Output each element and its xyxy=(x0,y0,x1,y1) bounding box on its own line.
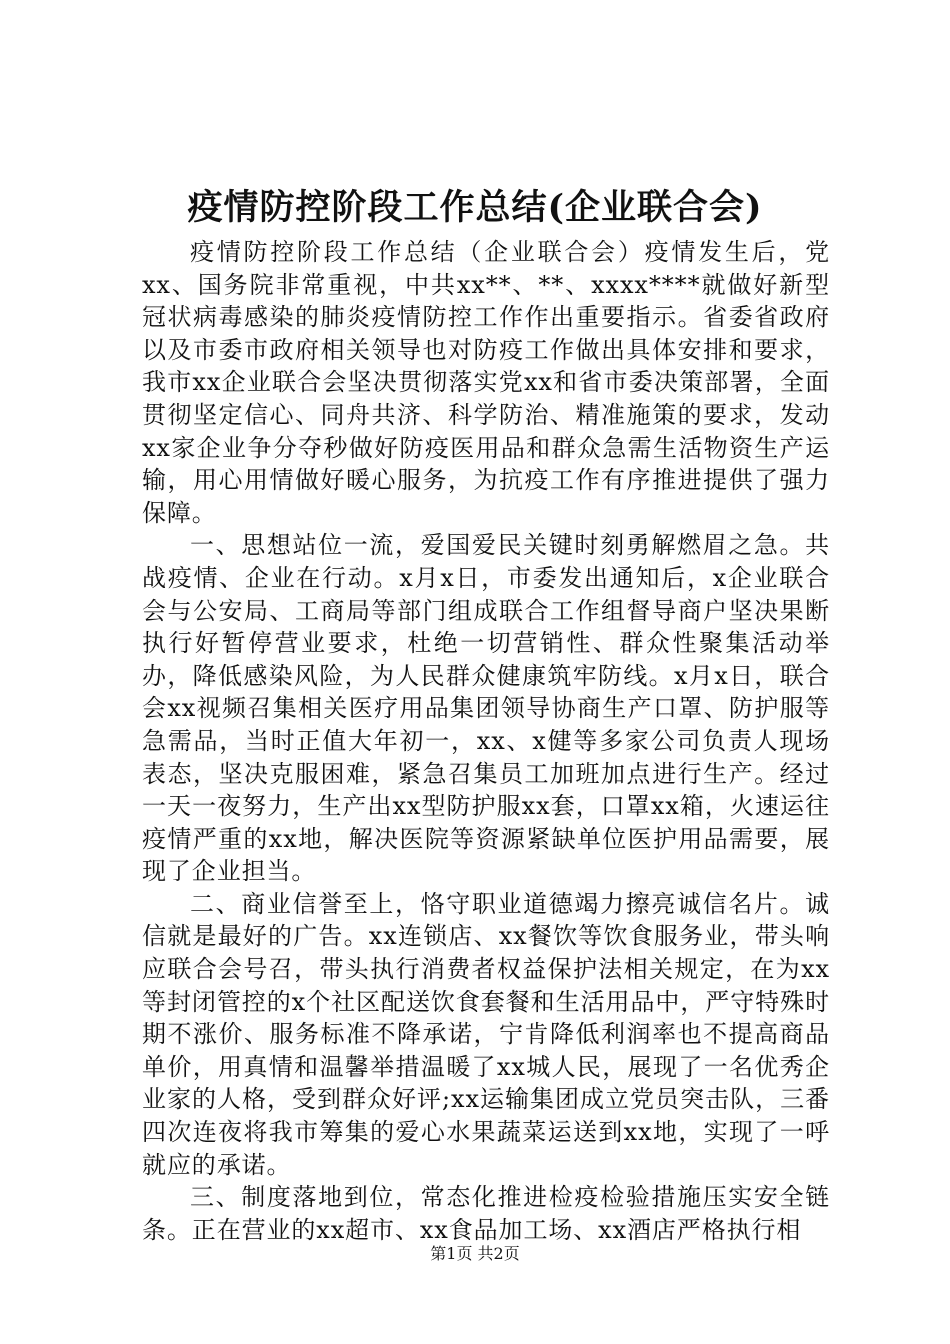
document-body xyxy=(142,236,830,1246)
document-title: 疫情防控阶段工作总结(企业联合会) xyxy=(187,187,763,228)
paragraph-section-3: 三、制度落地到位，常态化推进检疫检验措施压实安全链条。正在营业的xx超市、xx食品加工场、xx酒店严格执行相 xyxy=(142,1183,830,1244)
page-footer: 第1页 共2页 xyxy=(430,1244,520,1263)
paragraph-section-2: 二、商业信誉至上，恪守职业道德竭力擦亮诚信名片。诚信就是最好的广告。xx连锁店、xx餐饮等饮食服务业，带头响应联合会号召，带头执行消费者权益保护法相关规定，在为xx等封闭管控的x个社区配送饮食套餐和生活用品中，严守特殊时期不涨价、服务标准不降承诺，宁肯降低利润率也不提高商品单价，用真情和温馨举措温暖了xx城人民，展现了一名优秀企业家的人格，受到群众好评;xx运输集团成立党员突击队，三番四次连夜将我市筹集的爱心水果蔬菜运送到xx地，实现了一呼就应的承诺。 xyxy=(142,889,830,1179)
paragraph-section-1: 一、思想站位一流，爱国爱民关键时刻勇解燃眉之急。共战疫情、企业在行动。x月x日，市委发出通知后，x企业联合会与公安局、工商局等部门组成联合工作组督导商户坚决果断执行好暂停营业要求，杜绝一切营销性、群众性聚集活动举办，降低感染风险，为人民群众健康筑牢防线。x月x日，联合会xx视频召集相关医疗用品集团领导协商生产口罩、防护服等急需品，当时正值大年初一，xx、x健等多家公司负责人现场表态，坚决克服困难，紧急召集员工加班加点进行生产。经过一天一夜努力，生产出xx型防护服xx套，口罩xx箱，火速运往疫情严重的xx地，解决医院等资源紧缺单位医护用品需要，展现了企业担当。 xyxy=(142,531,830,886)
paragraph-intro: 疫情防控阶段工作总结（企业联合会）疫情发生后，党xx、国务院非常重视，中共xx**、**、xxxx****就做好新型冠状病毒感染的肺炎疫情防控工作作出重要指示。省委省政府以及市委市政府相关领导也对防疫工作做出具体安排和要求，我市xx企业联合会坚决贯彻落实党xx和省市委决策部署，全面贯彻坚定信心、同舟共济、科学防治、精准施策的要求，发动xx家企业争分夺秒做好防疫医用品和群众急需生活物资生产运输，用心用情做好暖心服务，为抗疫工作有序推进提供了强力保障。 xyxy=(142,238,830,527)
